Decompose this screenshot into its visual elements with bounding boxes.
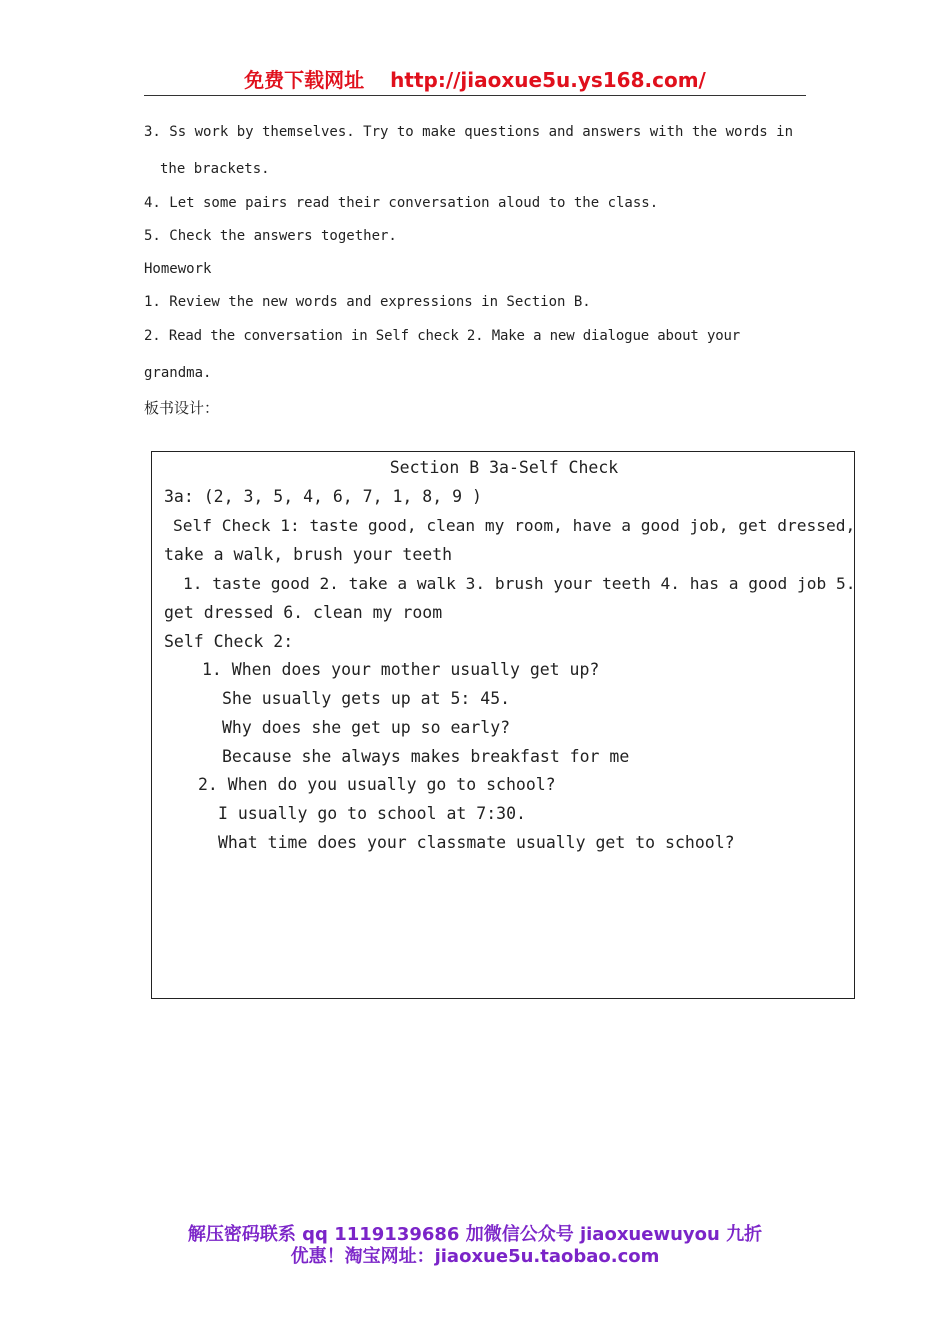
board-question-2: 2. When do you usually go to school? bbox=[198, 775, 556, 794]
board-self-check-1-answers-line-1: 1. taste good 2. take a walk 3. brush your teeth 4. has a good job 5. bbox=[183, 574, 856, 593]
board-self-check-2-heading: Self Check 2: bbox=[164, 632, 294, 651]
header-url-link[interactable]: http://jiaoxue5u.ys168.com/ bbox=[390, 68, 706, 92]
step-5: 5. Check the answers together. bbox=[144, 228, 397, 244]
board-self-check-1-line-1: Self Check 1: taste good, clean my room, have a good job, get dressed, bbox=[173, 516, 856, 535]
board-self-check-1-answers-line-2: get dressed 6. clean my room bbox=[164, 603, 443, 622]
board-question-1: 1. When does your mother usually get up? bbox=[202, 660, 600, 679]
board-question-1-answer-c: Because she always makes breakfast for me bbox=[222, 747, 630, 766]
step-3-line-2: the brackets. bbox=[160, 161, 270, 177]
board-question-1-answer-a: She usually gets up at 5: 45. bbox=[222, 689, 511, 708]
homework-item-2-line-2: grandma. bbox=[144, 365, 212, 381]
homework-item-1: 1. Review the new words and expressions in Section B. bbox=[144, 294, 591, 310]
footer-line-2: 优惠！淘宝网址：jiaoxue5u.taobao.com bbox=[290, 1246, 660, 1267]
board-self-check-1-line-2: take a walk, brush your teeth bbox=[164, 545, 453, 564]
homework-heading: Homework bbox=[144, 261, 212, 277]
board-3a-answers: 3a: (2, 3, 5, 4, 6, 7, 1, 8, 9 ) bbox=[164, 487, 482, 506]
step-4: 4. Let some pairs read their conversation aloud to the class. bbox=[144, 195, 659, 211]
footer-line-1: 解压密码联系 qq 1119139686 加微信公众号 jiaoxuewuyou 九折 bbox=[187, 1224, 763, 1245]
board-title: Section B 3a-Self Check bbox=[389, 458, 619, 477]
board-question-1-answer-b: Why does she get up so early? bbox=[222, 718, 511, 737]
board-design-box bbox=[151, 451, 855, 999]
board-question-2-answer-b: What time does your classmate usually get to school? bbox=[218, 833, 735, 852]
board-design-heading: 板书设计： bbox=[144, 399, 220, 417]
board-question-2-answer-a: I usually go to school at 7:30. bbox=[218, 804, 526, 823]
page-header bbox=[144, 62, 806, 96]
header-title: 免费下载网址 bbox=[244, 68, 365, 92]
step-3-line-1: 3. Ss work by themselves. Try to make questions and answers with the words in bbox=[144, 124, 794, 140]
homework-item-2-line-1: 2. Read the conversation in Self check 2. Make a new dialogue about your bbox=[144, 328, 741, 344]
